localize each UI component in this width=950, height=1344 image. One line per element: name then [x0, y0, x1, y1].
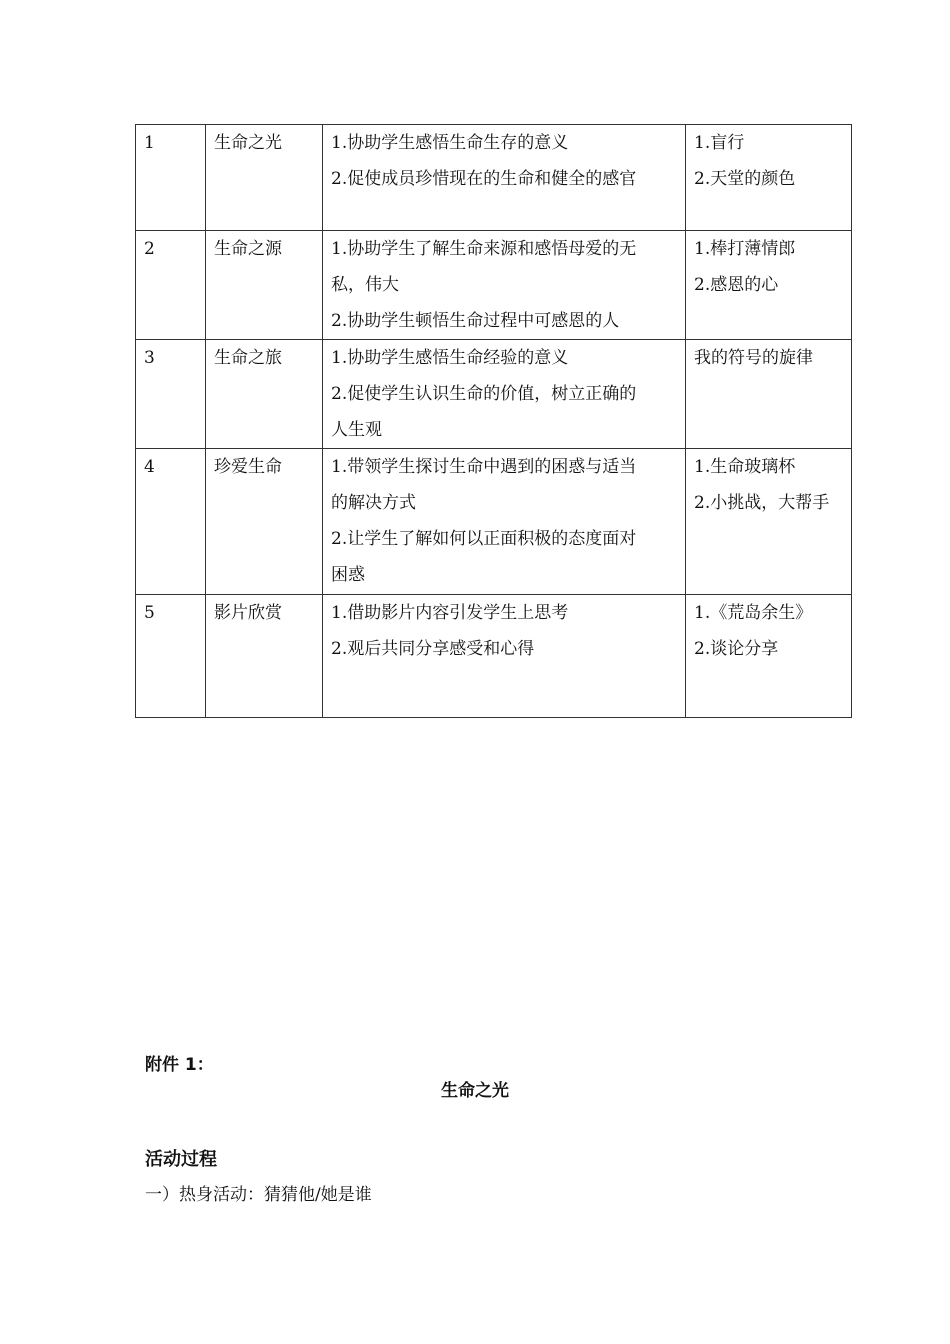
- appendix-label: 附件 1：: [145, 1055, 214, 1075]
- table-row: [136, 125, 852, 231]
- appendix-title: 生命之光: [441, 1081, 509, 1101]
- row-title: 生命之旅: [206, 340, 323, 449]
- table-row: [136, 340, 852, 449]
- row-number: 4: [136, 449, 206, 595]
- row-number: 2: [136, 231, 206, 340]
- table-row: [136, 595, 852, 718]
- row-number: 5: [136, 595, 206, 718]
- row-number: 1: [136, 125, 206, 231]
- row-goals: 1.协助学生感悟生命经验的意义 2.促使学生认识生命的价值，树立正确的 人生观: [323, 340, 686, 449]
- row-activities: 1.生命玻璃杯 2.小挑战，大帮手: [686, 449, 852, 595]
- row-activities: 1.棒打薄情郎 2.感恩的心: [686, 231, 852, 340]
- row-title: 生命之源: [206, 231, 323, 340]
- row-title: 珍爱生命: [206, 449, 323, 595]
- row-activities: 1.盲行 2.天堂的颜色: [686, 125, 852, 231]
- table-row: [136, 231, 852, 340]
- row-title: 影片欣赏: [206, 595, 323, 718]
- row-goals: 1.带领学生探讨生命中遇到的困惑与适当 的解决方式 2.让学生了解如何以正面积极的态度面对 困惑: [323, 449, 686, 595]
- row-goals: 1.协助学生感悟生命生存的意义 2.促使成员珍惜现在的生命和健全的感官: [323, 125, 686, 231]
- row-number: 3: [136, 340, 206, 449]
- table-row: [136, 449, 852, 595]
- section-heading: 活动过程: [145, 1149, 217, 1170]
- row-title: 生命之光: [206, 125, 323, 231]
- row-goals: 1.协助学生了解生命来源和感悟母爱的无 私，伟大 2.协助学生顿悟生命过程中可感恩的人: [323, 231, 686, 340]
- activity-plan-table: [135, 124, 852, 718]
- row-activities: 我的符号的旋律: [686, 340, 852, 449]
- row-goals: 1.借助影片内容引发学生上思考 2.观后共同分享感受和心得: [323, 595, 686, 718]
- section-item: 一）热身活动：猜猜他/她是谁: [145, 1185, 372, 1205]
- row-activities: 1.《荒岛余生》 2.谈论分享: [686, 595, 852, 718]
